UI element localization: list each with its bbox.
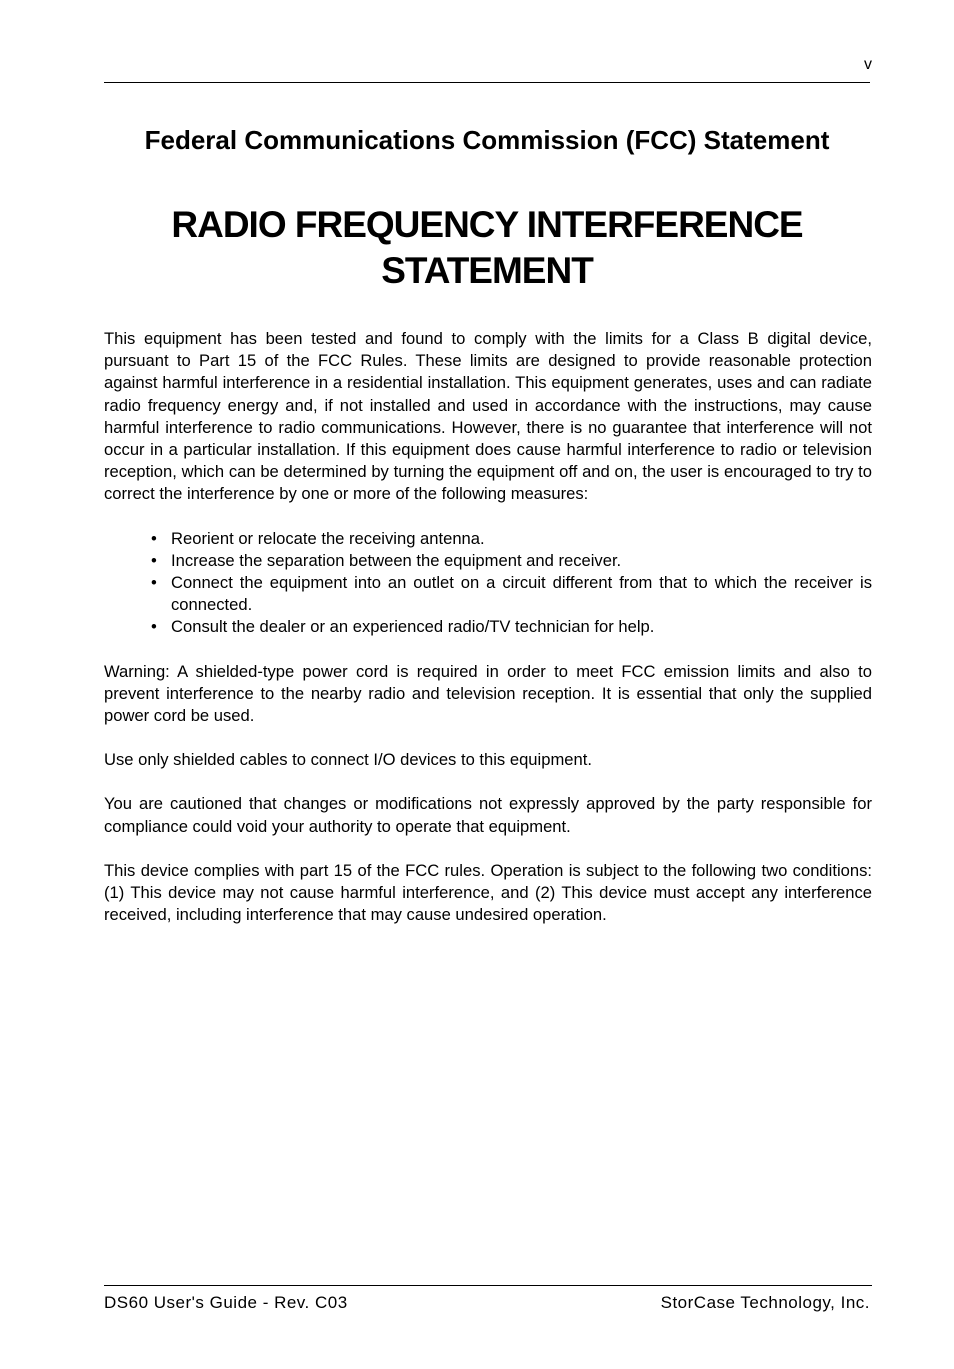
list-item	[151, 616, 872, 638]
bullet-icon: •	[151, 573, 157, 593]
list-item	[151, 550, 872, 572]
bullet-icon: •	[151, 528, 157, 548]
page-number: v	[864, 56, 872, 73]
footer-rule	[104, 1285, 872, 1286]
cables-paragraph: Use only shielded cables to connect I/O devices to this equipment.	[104, 750, 592, 770]
bullet-icon: •	[151, 550, 157, 570]
compliance-paragraph: This device complies with part 15 of the FCC rules. Operation is subject to the following two conditions: (1) This device may not cause harmful interference, and (2) This device must accept any interference received, including interference that may cause undesired operation.	[104, 860, 872, 925]
warning-paragraph: Warning: A shielded-type power cord is required in order to meet FCC emission limits and also to prevent interference to the nearby radio and television reception. It is essential that only the supplied power cord be used.	[104, 661, 872, 726]
intro-paragraph: This equipment has been tested and found to comply with the limits for a Class B digital device, pursuant to Part 15 of the FCC Rules. These limits are designed to provide reasonable protection against harmful interference in a residential installation. This equipment generates, uses and can radiate radio frequency energy and, if not installed and used in accordance with the instructions, may cause harmful interference to radio communications. However, there is no guarantee that interference will not occur in a particular installation. If this equipment does cause harmful interference to radio or television reception, which can be determined by turning the equipment off and on, the user is encouraged to try to correct the interference by one or more of the following measures:	[104, 329, 872, 504]
section-title: Federal Communications Commission (FCC) Statement	[144, 125, 830, 155]
main-title-line-2: STATEMENT	[381, 250, 593, 291]
list-item-text: Connect the equipment into an outlet on a circuit different from that to which the receiver is connected.	[171, 573, 872, 615]
footer-document-title: DS60 User's Guide - Rev. C03	[104, 1293, 348, 1312]
list-item	[151, 528, 872, 550]
measures-list	[104, 528, 872, 639]
list-item	[151, 572, 872, 616]
list-item-text: Consult the dealer or an experienced radio/TV technician for help.	[171, 617, 655, 637]
footer-company-name: StorCase Technology, Inc.	[660, 1293, 870, 1312]
header-rule	[104, 82, 870, 83]
bullet-icon: •	[151, 617, 157, 637]
statement-body	[104, 328, 872, 948]
main-title-line-1: RADIO FREQUENCY INTERFERENCE	[171, 204, 803, 245]
list-item-text: Increase the separation between the equipment and receiver.	[171, 550, 622, 570]
main-title	[104, 202, 870, 294]
caution-paragraph: You are cautioned that changes or modifications not expressly approved by the party responsible for compliance could void your authority to operate that equipment.	[104, 794, 872, 836]
list-item-text: Reorient or relocate the receiving antenna.	[171, 528, 485, 548]
